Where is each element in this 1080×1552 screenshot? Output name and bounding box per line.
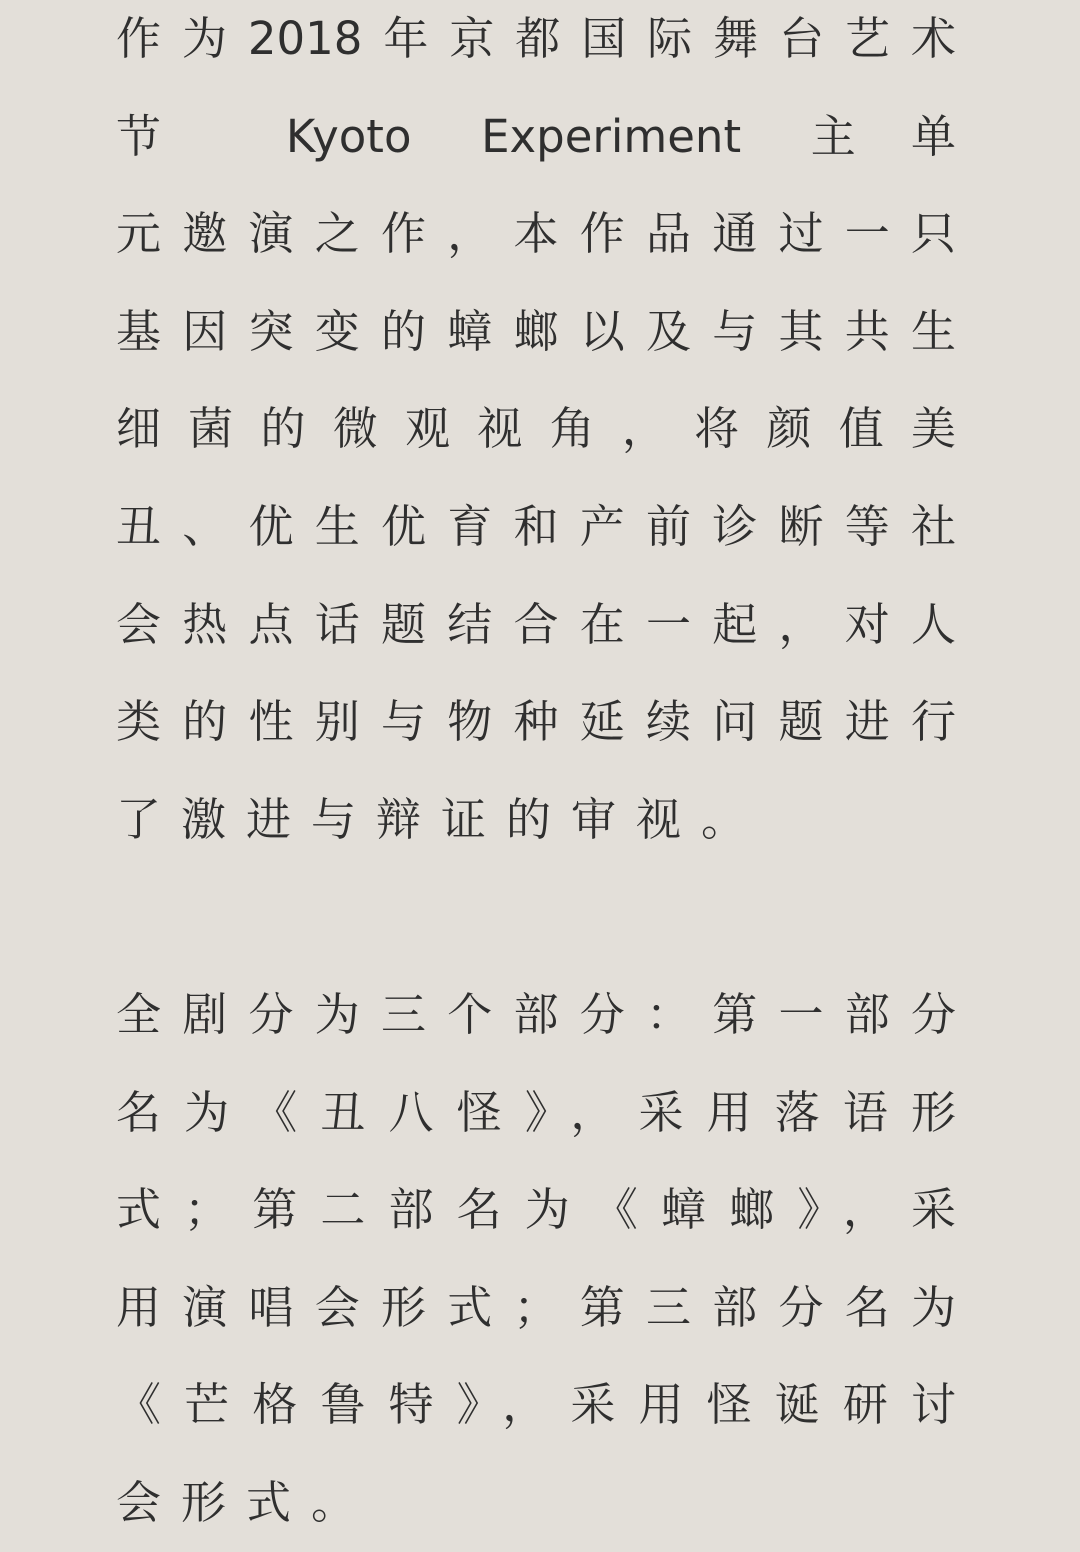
- paragraph-spacer: [116, 868, 956, 966]
- text-line: 了激进与辩证的审视。: [116, 792, 767, 846]
- text-line: 《芒格鲁特》，采用怪诞研讨: [116, 1378, 956, 1432]
- text-line: 式；第二部名为《蟑螂》，采: [116, 1183, 956, 1237]
- text-line: 细菌的微观视角，将颜值美: [116, 402, 956, 456]
- text-line: 全剧分为三个部分：第一部分: [116, 987, 956, 1041]
- article-body: [116, 0, 956, 1552]
- paragraph-structure: [116, 966, 956, 1552]
- paragraph-introduction: [116, 0, 956, 868]
- text-line: 丑、优生优育和产前诊断等社: [116, 499, 956, 553]
- text-line: 节 Kyoto Experiment 主单: [116, 109, 956, 163]
- text-line: 元邀演之作，本作品通过一只: [116, 207, 956, 261]
- text-line: 名为《丑八怪》，采用落语形: [116, 1085, 956, 1139]
- text-line: 作为2018年京都国际舞台艺术: [116, 12, 956, 65]
- text-line: 类的性别与物种延续问题进行: [116, 695, 956, 749]
- text-line: 会形式。: [116, 1475, 377, 1529]
- text-line: 基因突变的蟑螂以及与其共生: [116, 304, 956, 358]
- text-line: 会热点话题结合在一起，对人: [116, 597, 956, 651]
- text-line: 用演唱会形式；第三部分名为: [116, 1280, 956, 1334]
